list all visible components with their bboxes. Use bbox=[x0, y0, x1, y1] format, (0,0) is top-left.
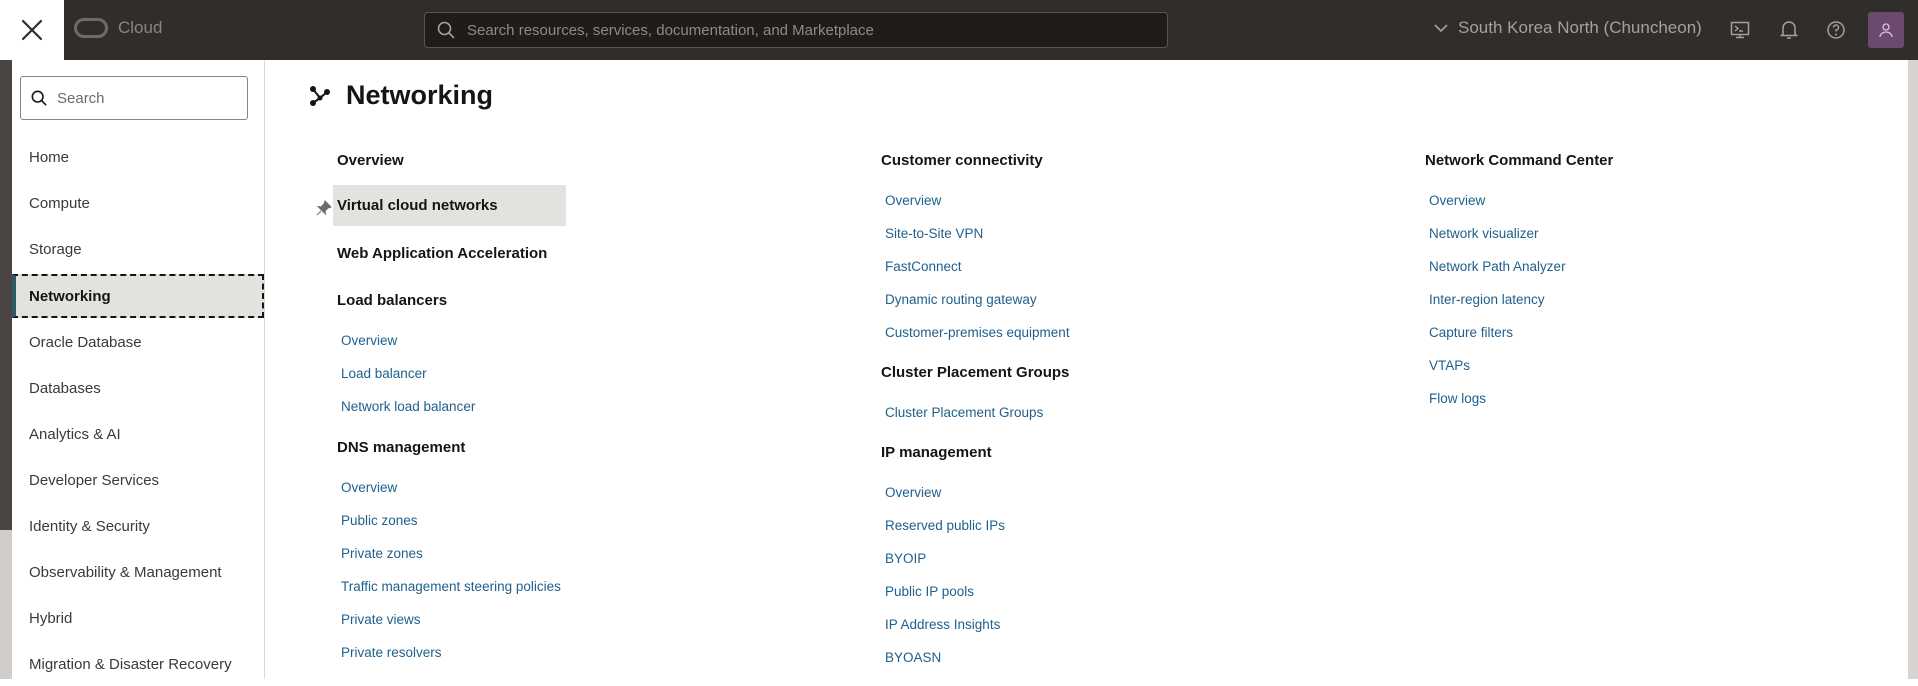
ip-overview-link[interactable]: Overview bbox=[885, 485, 942, 500]
sidebar-item-hybrid[interactable]: Hybrid bbox=[29, 609, 73, 627]
ip-management-heading: IP management bbox=[881, 444, 992, 461]
sidebar-item-oracle-database[interactable]: Oracle Database bbox=[29, 333, 142, 351]
vtaps-link[interactable]: VTAPs bbox=[1429, 358, 1471, 373]
sidebar-item-home[interactable]: Home bbox=[29, 148, 70, 166]
network-visualizer-link[interactable]: Network visualizer bbox=[1429, 226, 1539, 241]
help-button[interactable] bbox=[1824, 18, 1848, 42]
sidebar-item-networking[interactable]: Networking bbox=[12, 274, 264, 318]
fastconnect-link[interactable]: FastConnect bbox=[885, 259, 962, 274]
region-selector[interactable] bbox=[1434, 18, 1702, 38]
cluster-placement-groups-link[interactable]: Cluster Placement Groups bbox=[885, 405, 1044, 420]
flow-logs-link[interactable]: Flow logs bbox=[1429, 391, 1487, 406]
customer-premises-equipment-link[interactable]: Customer-premises equipment bbox=[885, 325, 1070, 340]
bell-icon bbox=[1780, 20, 1798, 40]
networking-icon bbox=[308, 84, 332, 108]
dynamic-routing-gateway-link[interactable]: Dynamic routing gateway bbox=[885, 292, 1037, 307]
private-views-link[interactable]: Private views bbox=[341, 612, 421, 627]
load-balancers-heading: Load balancers bbox=[337, 292, 448, 309]
navigation-sidebar bbox=[12, 60, 265, 679]
page-header bbox=[308, 80, 493, 111]
site-to-site-vpn-link[interactable]: Site-to-Site VPN bbox=[885, 226, 984, 241]
byoip-link[interactable]: BYOIP bbox=[885, 551, 927, 566]
help-icon bbox=[1826, 20, 1846, 40]
inter-region-latency-link[interactable]: Inter-region latency bbox=[1429, 292, 1545, 307]
lb-overview-link[interactable]: Overview bbox=[341, 333, 398, 348]
background-overlay bbox=[0, 530, 12, 679]
network-command-center-heading: Network Command Center bbox=[1425, 152, 1614, 169]
close-icon bbox=[21, 19, 43, 41]
virtual-cloud-networks-link[interactable]: Virtual cloud networks bbox=[333, 185, 566, 226]
vertical-scrollbar[interactable] bbox=[1908, 60, 1918, 679]
pin-icon[interactable] bbox=[316, 200, 332, 216]
user-profile-button[interactable] bbox=[1868, 12, 1904, 48]
load-balancer-link[interactable]: Load balancer bbox=[341, 366, 427, 381]
ip-address-insights-link[interactable]: IP Address Insights bbox=[885, 617, 1001, 632]
cloud-shell-icon bbox=[1730, 21, 1750, 39]
sidebar-item-identity-security[interactable]: Identity & Security bbox=[29, 517, 150, 535]
close-menu-button[interactable] bbox=[0, 0, 64, 60]
private-resolvers-link[interactable]: Private resolvers bbox=[341, 645, 442, 660]
public-ip-pools-link[interactable]: Public IP pools bbox=[885, 584, 975, 599]
sidebar-item-compute[interactable]: Compute bbox=[29, 194, 90, 212]
col1-overview-heading[interactable]: Overview bbox=[337, 152, 404, 169]
notifications-button[interactable] bbox=[1777, 18, 1801, 42]
region-label: South Korea North (Chuncheon) bbox=[1458, 18, 1702, 37]
customer-connectivity-heading: Customer connectivity bbox=[881, 152, 1043, 169]
cc-overview-link[interactable]: Overview bbox=[885, 193, 942, 208]
sidebar-item-migration-disaster-recovery[interactable]: Migration & Disaster Recovery bbox=[29, 655, 232, 673]
cloud-shell-button[interactable] bbox=[1728, 18, 1752, 42]
traffic-management-steering-policies-link[interactable]: Traffic management steering policies bbox=[341, 579, 561, 594]
page-title: Networking bbox=[346, 80, 494, 110]
chevron-down-icon bbox=[1434, 23, 1448, 33]
reserved-public-ips-link[interactable]: Reserved public IPs bbox=[885, 518, 1006, 533]
sidebar-search-box[interactable] bbox=[20, 76, 248, 120]
user-icon bbox=[1878, 22, 1894, 38]
cluster-placement-groups-heading: Cluster Placement Groups bbox=[881, 364, 1070, 381]
oracle-logo-icon bbox=[74, 18, 108, 38]
global-search-input[interactable] bbox=[467, 22, 1147, 39]
search-icon bbox=[31, 90, 47, 106]
top-navigation-bar bbox=[0, 0, 1918, 60]
sidebar-item-analytics-ai[interactable]: Analytics & AI bbox=[29, 425, 121, 443]
logo-text: Cloud bbox=[118, 18, 163, 37]
network-path-analyzer-link[interactable]: Network Path Analyzer bbox=[1429, 259, 1566, 274]
web-application-acceleration-link[interactable]: Web Application Acceleration bbox=[337, 245, 548, 262]
network-load-balancer-link[interactable]: Network load balancer bbox=[341, 399, 476, 414]
capture-filters-link[interactable]: Capture filters bbox=[1429, 325, 1514, 340]
dns-management-heading: DNS management bbox=[337, 439, 466, 456]
search-icon bbox=[437, 21, 455, 39]
sidebar-search-input[interactable] bbox=[57, 90, 237, 107]
sidebar-item-databases[interactable]: Databases bbox=[29, 379, 101, 397]
sidebar-item-observability-management[interactable]: Observability & Management bbox=[29, 563, 222, 581]
dns-overview-link[interactable]: Overview bbox=[341, 480, 398, 495]
global-search-box[interactable] bbox=[424, 12, 1168, 48]
sidebar-item-developer-services[interactable]: Developer Services bbox=[29, 471, 160, 489]
oracle-cloud-logo[interactable] bbox=[74, 18, 162, 38]
private-zones-link[interactable]: Private zones bbox=[341, 546, 423, 561]
byoasn-link[interactable]: BYOASN bbox=[885, 650, 942, 665]
ncc-overview-link[interactable]: Overview bbox=[1429, 193, 1486, 208]
public-zones-link[interactable]: Public zones bbox=[341, 513, 418, 528]
sidebar-item-storage[interactable]: Storage bbox=[29, 240, 82, 258]
